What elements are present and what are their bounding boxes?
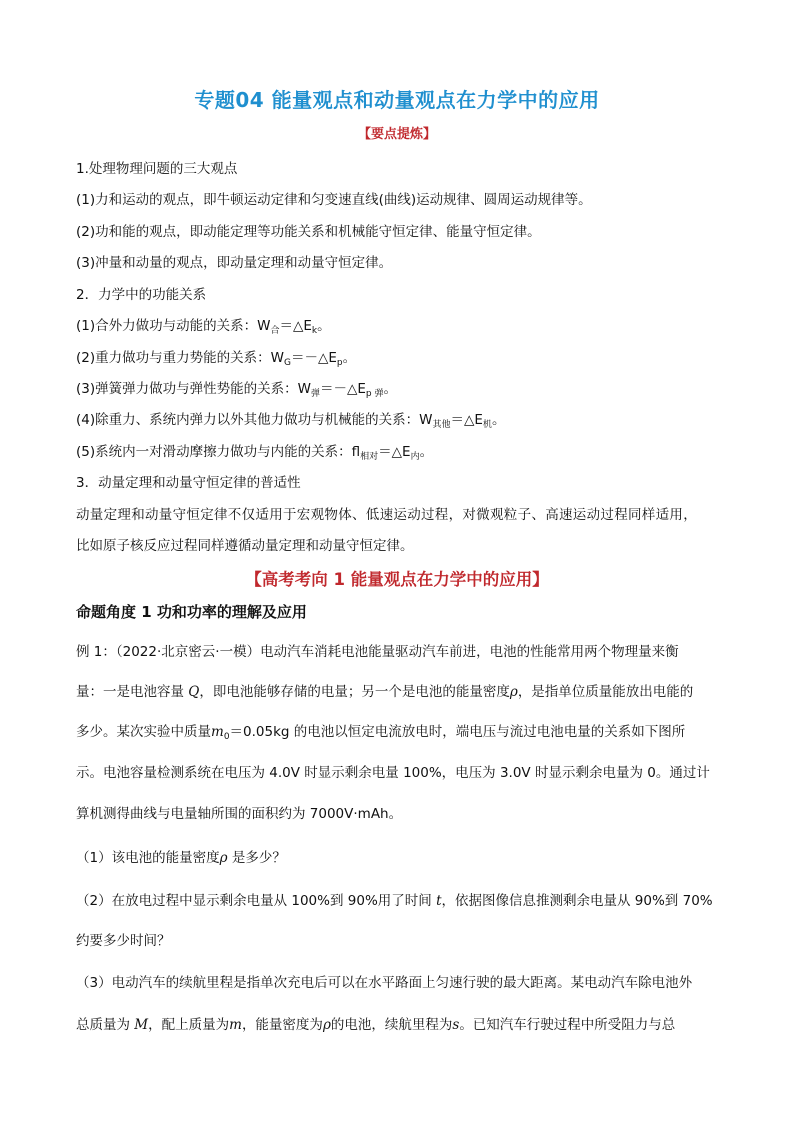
variable-t: t bbox=[436, 893, 442, 909]
formula-subscript: p 弹 bbox=[365, 389, 384, 399]
variable-m: m bbox=[229, 1017, 242, 1033]
example-line-1: 例 1：（2022·北京密云·一模）电动汽车消耗电池能量驱动汽车前进，电池的性能常用两个物理量来衡 bbox=[76, 644, 679, 660]
point-2-item-4 bbox=[76, 408, 505, 430]
variable-m: m bbox=[211, 724, 224, 740]
question-3-line-1: （3）电动汽车的续航里程是指单次充电后可以在水平路面上匀速行驶的最大距离。某电动汽车除电池外 bbox=[76, 975, 693, 991]
question-text: ，依据图像信息推测剩余电量从 90%到 70% bbox=[441, 893, 713, 909]
question-3-line-2 bbox=[76, 1013, 675, 1033]
formula-subscript: 其他 bbox=[432, 420, 451, 430]
point-2-item-3 bbox=[76, 377, 397, 399]
formula-subscript: 相对 bbox=[360, 452, 379, 462]
example-text: 的电池以恒定电流放电时，端电压与流过电池电量的关系如下图所 bbox=[289, 724, 686, 740]
point-1-item-1: (1)力和运动的观点，即牛顿运动定律和匀变速直线(曲线)运动规律、圆周运动规律等。 bbox=[76, 192, 592, 208]
formula-text: (5)系统内一对滑动摩擦力做功与内能的关系：fl bbox=[76, 444, 361, 460]
example-line-4: 示。电池容量检测系统在电压为 4.0V 时显示剩余电量 100%，电压为 3.0V 时显示剩余电量为 0。通过计 bbox=[76, 765, 710, 781]
point-2-item-5 bbox=[76, 440, 433, 462]
point-3-body-line-2: 比如原子核反应过程同样遵循动量定理和动量守恒定律。 bbox=[76, 538, 414, 554]
formula-text: (2)重力做功与重力势能的关系：W bbox=[76, 350, 284, 366]
point-2-item-2 bbox=[76, 346, 356, 368]
example-text: 多少。某次实验中质量 bbox=[76, 724, 211, 740]
formula-subscript: 合 bbox=[270, 326, 280, 336]
question-1 bbox=[76, 846, 286, 866]
variable-rho: ρ bbox=[509, 684, 518, 700]
formula-subscript: 机 bbox=[482, 420, 492, 430]
variable-rho: ρ bbox=[219, 850, 228, 866]
section-heading: 【高考考向 1 能量观点在力学中的应用】 bbox=[245, 570, 549, 589]
variable-s: s bbox=[452, 1017, 460, 1033]
topic-angle-heading: 命题角度 1 功和功率的理解及应用 bbox=[76, 603, 307, 621]
question-text: （1）该电池的能量密度 bbox=[76, 850, 220, 866]
formula-text: ＝△E bbox=[378, 444, 411, 460]
formula-text: 。 bbox=[383, 381, 397, 397]
variable-capital-m: M bbox=[134, 1017, 149, 1033]
question-2-line-1 bbox=[76, 889, 713, 909]
formula-text: 。 bbox=[342, 350, 357, 366]
example-text: 量：一是电池容量 bbox=[76, 684, 189, 700]
example-line-5: 算机测得曲线与电量轴所围的面积约为 7000V·mAh。 bbox=[76, 806, 403, 822]
example-text: ，即电池能够存储的电量；另一个是电池的能量密度 bbox=[199, 684, 510, 700]
formula-subscript: 内 bbox=[410, 452, 420, 462]
question-text: （2）在放电过程中显示剩余电量从 100%到 90%用了时间 bbox=[76, 893, 437, 909]
formula-subscript: 0 bbox=[223, 732, 230, 742]
formula-text: (3)弹簧弹力做功与弹性势能的关系：W bbox=[76, 381, 311, 397]
point-1-heading: 1.处理物理问题的三大观点 bbox=[76, 161, 238, 177]
point-3-body-line-1: 动量定理和动量守恒定律不仅适用于宏观物体、低速运动过程，对微观粒子、高速运动过程同样适用， bbox=[76, 507, 697, 523]
question-text: ，能量密度为 bbox=[241, 1017, 323, 1033]
point-2-heading: 2．力学中的功能关系 bbox=[76, 287, 207, 303]
example-line-3 bbox=[76, 720, 685, 742]
example-text: ＝0.05kg bbox=[229, 724, 290, 740]
formula-text: ＝△E bbox=[450, 412, 483, 428]
example-text: ，是指单位质量能放出电能的 bbox=[517, 684, 694, 700]
question-2-line-2: 约要多少时间？ bbox=[76, 933, 171, 949]
page-title: 专题04 能量观点和动量观点在力学中的应用 bbox=[194, 88, 600, 112]
formula-text: 。 bbox=[317, 318, 331, 334]
question-text: 的电池，续航里程为 bbox=[330, 1017, 453, 1033]
formula-text: (1)合外力做功与动能的关系：W bbox=[76, 318, 271, 334]
formula-text: (4)除重力、系统内弹力以外其他力做功与机械能的关系：W bbox=[76, 412, 433, 428]
formula-text: ＝－△E bbox=[320, 381, 366, 397]
formula-text: ＝△E bbox=[279, 318, 312, 334]
variable-q: Q bbox=[188, 684, 200, 700]
key-points-heading: 【要点提炼】 bbox=[357, 127, 436, 142]
point-1-item-2: (2)功和能的观点，即动能定理等功能关系和机械能守恒定律、能量守恒定律。 bbox=[76, 224, 541, 240]
question-text: ，配上质量为 bbox=[148, 1017, 230, 1033]
formula-subscript: p bbox=[336, 358, 343, 368]
point-2-item-1 bbox=[76, 314, 331, 336]
question-text: 是多少？ bbox=[227, 850, 286, 866]
formula-subscript: k bbox=[311, 326, 318, 336]
question-text: 。已知汽车行驶过程中所受阻力与总 bbox=[459, 1017, 676, 1033]
formula-subscript: 弹 bbox=[310, 389, 320, 399]
example-line-2 bbox=[76, 680, 693, 700]
point-3-heading: 3．动量定理和动量守恒定律的普适性 bbox=[76, 475, 301, 491]
formula-text: 。 bbox=[491, 412, 506, 428]
formula-text: 。 bbox=[419, 444, 434, 460]
variable-rho: ρ bbox=[322, 1017, 331, 1033]
question-text: 总质量为 bbox=[76, 1017, 135, 1033]
formula-text: ＝－△E bbox=[290, 350, 337, 366]
point-1-item-3: (3)冲量和动量的观点，即动量定理和动量守恒定律。 bbox=[76, 255, 393, 271]
formula-subscript: G bbox=[283, 358, 291, 368]
